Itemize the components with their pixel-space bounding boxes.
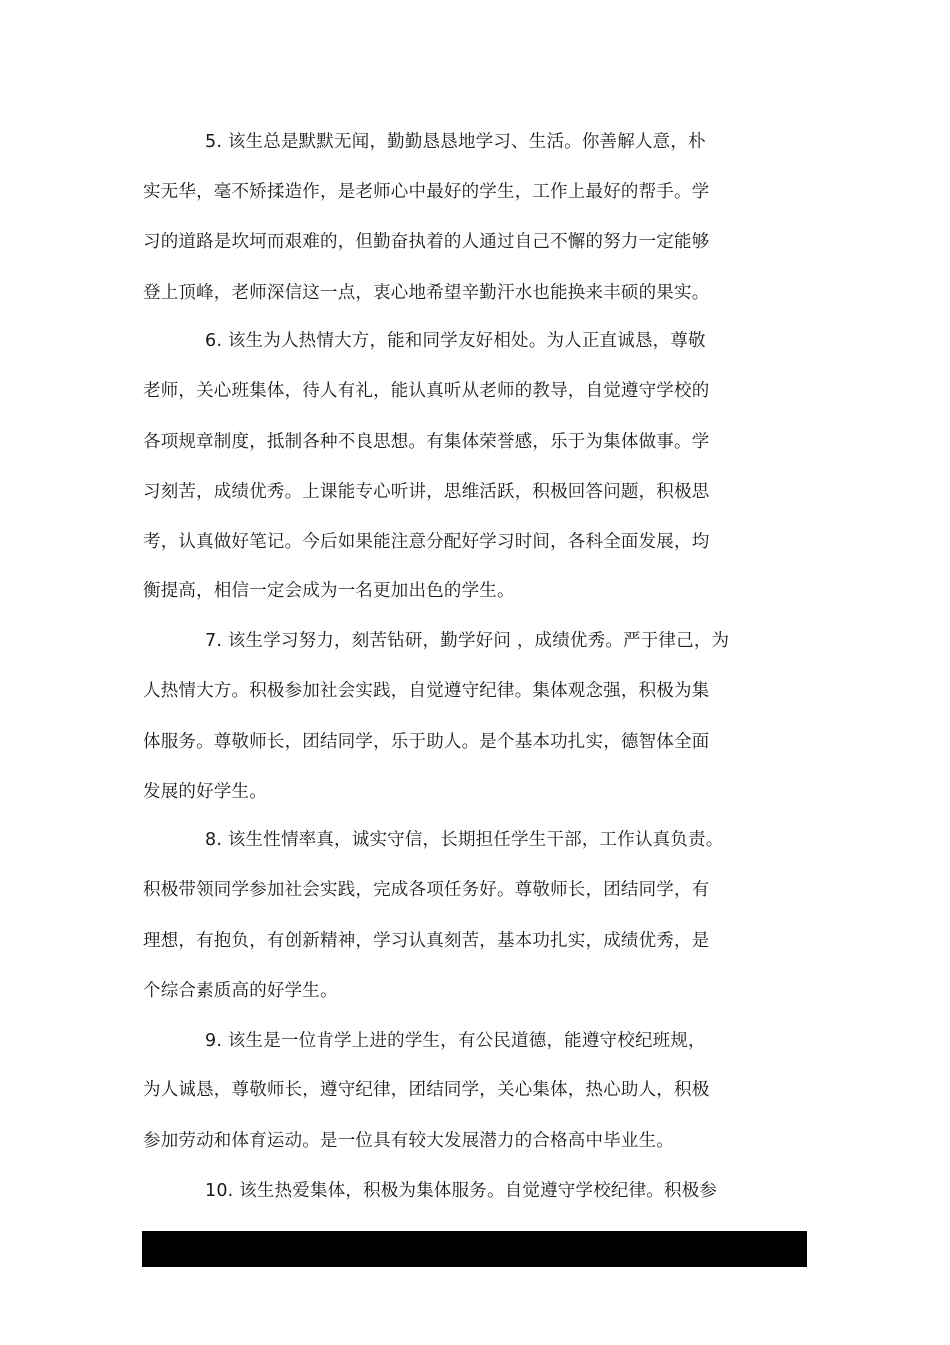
text-line: 体服务。尊敬师长，团结同学，乐于助人。是个基本功扎实，德智体全面 (143, 732, 710, 752)
text-line: 10. 该生热爱集体，积极为集体服务。自觉遵守学校纪律。积极参 (205, 1181, 718, 1201)
text-line: 为人诚恳，尊敬师长，遵守纪律，团结同学，关心集体，热心助人，积极 (143, 1080, 710, 1100)
text-line: 5. 该生总是默默无闻，勤勤恳恳地学习、生活。你善解人意，朴 (205, 132, 706, 152)
text-line: 个综合素质高的好学生。 (143, 981, 338, 1001)
text-line: 理想，有抱负，有创新精神，学习认真刻苦，基本功扎实，成绩优秀，是 (143, 931, 710, 951)
text-line: 6. 该生为人热情大方，能和同学友好相处。为人正直诚恳，尊敬 (205, 331, 706, 351)
text-line: 发展的好学生。 (143, 782, 267, 802)
text-line: 登上顶峰，老师深信这一点，衷心地希望辛勤汗水也能换来丰硕的果实。 (143, 283, 710, 303)
text-line: 衡提高，相信一定会成为一名更加出色的学生。 (143, 581, 515, 601)
text-line: 习刻苦，成绩优秀。上课能专心听讲，思维活跃，积极回答问题，积极思 (143, 482, 710, 502)
text-line: 积极带领同学参加社会实践，完成各项任务好。尊敬师长，团结同学，有 (143, 880, 710, 900)
text-line: 9. 该生是一位肯学上进的学生，有公民道德，能遵守校纪班规， (205, 1031, 706, 1051)
text-line: 人热情大方。积极参加社会实践，自觉遵守纪律。集体观念强，积极为集 (143, 681, 710, 701)
black-redaction-bar (142, 1231, 807, 1267)
text-line: 习的道路是坎坷而艰难的，但勤奋执着的人通过自己不懈的努力一定能够 (143, 232, 710, 252)
text-line: 各项规章制度，抵制各种不良思想。有集体荣誉感，乐于为集体做事。学 (143, 432, 710, 452)
text-line: 8. 该生性情率真，诚实守信，长期担任学生干部，工作认真负责。 (205, 830, 724, 850)
text-line: 考，认真做好笔记。今后如果能注意分配好学习时间，各科全面发展，均 (143, 532, 710, 552)
text-line: 参加劳动和体育运动。是一位具有较大发展潜力的合格高中毕业生。 (143, 1131, 674, 1151)
text-line: 7. 该生学习努力，刻苦钻研，勤学好问 ，成绩优秀。严于律己，为 (205, 631, 730, 651)
text-line: 实无华，毫不矫揉造作，是老师心中最好的学生，工作上最好的帮手。学 (143, 182, 710, 202)
text-line: 老师，关心班集体，待人有礼，能认真听从老师的教导，自觉遵守学校的 (143, 381, 710, 401)
